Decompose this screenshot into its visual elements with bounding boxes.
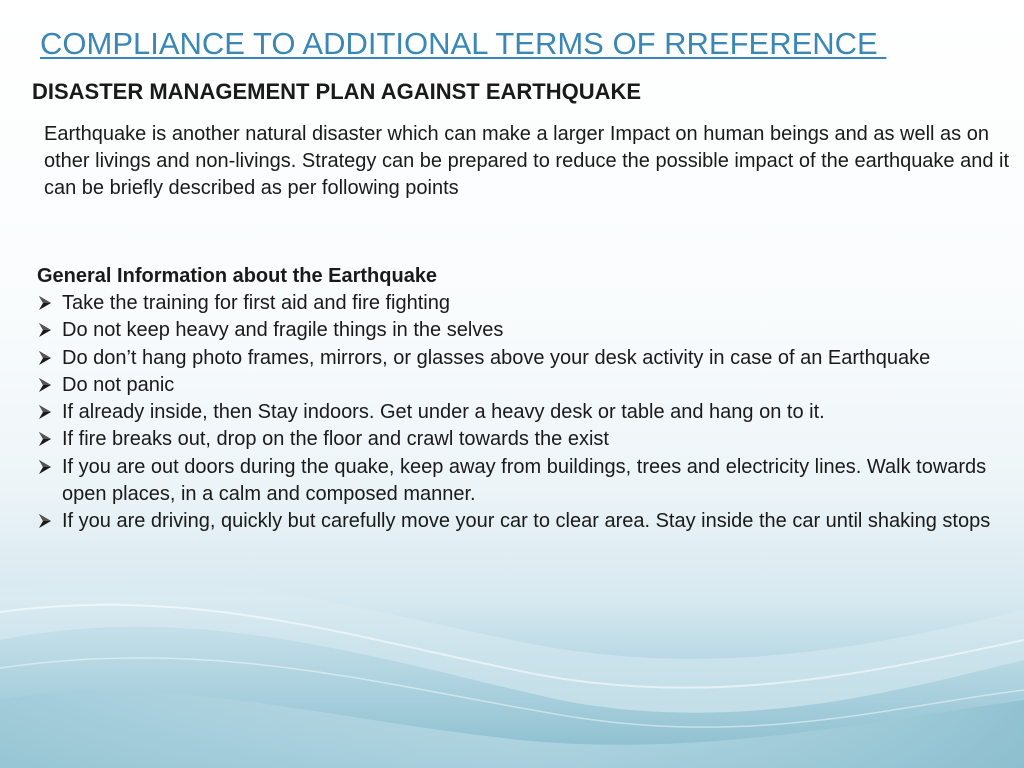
arrow-bullet-icon bbox=[37, 513, 53, 529]
list-item-text: Do not keep heavy and fragile things in the selves bbox=[62, 319, 504, 342]
arrow-bullet-icon bbox=[37, 350, 53, 366]
list-item bbox=[37, 508, 997, 535]
arrow-bullet-icon bbox=[37, 431, 53, 447]
arrow-bullet-icon bbox=[37, 377, 53, 393]
arrow-bullet-icon bbox=[37, 322, 53, 338]
list-item bbox=[37, 372, 997, 399]
list-item-text: If you are driving, quickly but carefully move your car to clear area. Stay inside the car until shaking stops bbox=[62, 510, 991, 533]
slide-subtitle: DISASTER MANAGEMENT PLAN AGAINST EARTHQUAKE bbox=[32, 79, 642, 104]
list-item-text: If fire breaks out, drop on the floor and crawl towards the exist bbox=[62, 428, 609, 451]
list-item bbox=[37, 290, 997, 317]
arrow-bullet-icon bbox=[37, 459, 53, 475]
arrow-bullet-icon bbox=[37, 295, 53, 311]
list-item-text: Do don’t hang photo frames, mirrors, or glasses above your desk activity in case of an Earthquake bbox=[62, 346, 931, 369]
list-item bbox=[37, 454, 997, 509]
bullet-list bbox=[37, 290, 997, 536]
list-item bbox=[37, 426, 997, 453]
section-heading: General Information about the Earthquake bbox=[37, 265, 438, 287]
list-item-text: Do not panic bbox=[62, 373, 175, 396]
slide-title: COMPLIANCE TO ADDITIONAL TERMS OF RREFERENCE bbox=[40, 26, 887, 61]
list-item-text: If you are out doors during the quake, keep away from buildings, trees and electricity lines. Walk towards open places, in a calm and composed manner. bbox=[62, 455, 987, 506]
intro-paragraph: Earthquake is another natural disaster which can make a larger Impact on human beings and as well as on other livings and non-livings. Strategy can be prepared to reduce the possible impact of the earthquake and it can be briefly described as per following points bbox=[44, 123, 1010, 199]
list-item bbox=[37, 345, 997, 372]
list-item-text: If already inside, then Stay indoors. Get under a heavy desk or table and hang on to it. bbox=[62, 401, 825, 424]
list-item bbox=[37, 317, 997, 344]
list-item bbox=[37, 399, 997, 426]
arrow-bullet-icon bbox=[37, 404, 53, 420]
list-item-text: Take the training for first aid and fire fighting bbox=[62, 292, 450, 314]
